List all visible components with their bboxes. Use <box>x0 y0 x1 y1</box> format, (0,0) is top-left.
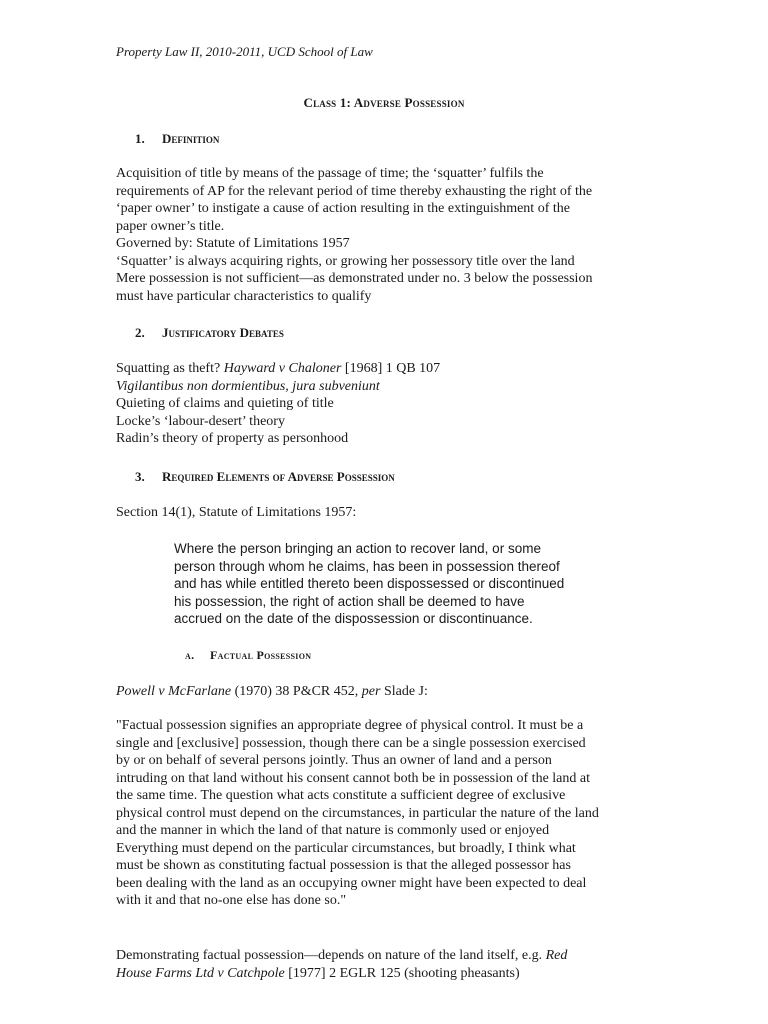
text-line: person through whom he claims, has been in possession thereof <box>174 558 560 574</box>
text-line <box>116 965 656 983</box>
case-name: Red <box>545 948 568 963</box>
text-line: been dealing with the land as an occupying owner might have been expected to deal <box>116 875 587 891</box>
subsection-title: Factual Possession <box>210 648 312 662</box>
text-line: Radin’s theory of property as personhood <box>116 431 349 446</box>
text-line: must have particular characteristics to qualify <box>116 288 372 304</box>
text-line: single and [exclusive] possession, though there can be a single possession exercised <box>116 735 586 751</box>
demonstrating-paragraph <box>116 947 656 982</box>
subsection-heading-factual-possession <box>185 648 311 663</box>
section-number: 2. <box>135 325 145 340</box>
text-line: and the manner in which the land of that nature is commonly used or enjoyed <box>116 823 550 838</box>
case-name: House Farms Ltd v Catchpole <box>116 965 285 981</box>
text-line: with it and that no-one else has done so." <box>116 893 347 908</box>
section-heading-required-elements <box>135 469 395 485</box>
text-line: must be shown as constituting factual possession is that the alleged possessor has <box>116 858 571 873</box>
text-line: ‘paper owner’ to instigate a cause of action resulting in the extinguishment of the <box>116 201 570 216</box>
judge-name: Slade J: <box>380 684 428 699</box>
text-line: Acquisition of title by means of the passage of time; the ‘squatter’ fulfils the <box>116 166 544 181</box>
text-line: Quieting of claims and quieting of title <box>116 396 334 411</box>
text-line: requirements of AP for the relevant period of time thereby exhausting the right of the <box>116 183 593 199</box>
text-line <box>116 947 656 965</box>
text-line <box>116 683 656 701</box>
section-heading-definition <box>135 131 219 147</box>
text-line: paper owner’s title. <box>116 218 225 234</box>
justificatory-list <box>116 360 656 448</box>
case-citation-line <box>116 683 656 701</box>
text-line: Where the person bringing an action to recover land, or some <box>174 541 541 556</box>
running-header: Property Law II, 2010-2011, UCD School of Law <box>116 44 373 59</box>
text-line <box>116 360 656 378</box>
latin-maxim: Vigilantibus non dormientibus, jura subveniunt <box>116 378 380 394</box>
subsection-number: a. <box>185 648 195 662</box>
text-line: and has while entitled thereto been dispossessed or discontinued <box>174 576 565 591</box>
section-number: 1. <box>135 131 145 146</box>
section-number: 3. <box>135 469 145 484</box>
statute-quote <box>174 540 594 628</box>
text-line: "Factual possession signifies an appropriate degree of physical control. It must be a <box>116 718 584 733</box>
text-line: ‘Squatter’ is always acquiring rights, or growing her possessory title over the land <box>116 253 575 269</box>
text-line: the same time. The question what acts constitute a sufficient degree of exclusive <box>116 788 566 803</box>
section-title: Definition <box>162 131 220 146</box>
text-line: Governed by: Statute of Limitations 1957 <box>116 236 350 251</box>
citation: [1977] 2 EGLR 125 (shooting pheasants) <box>284 965 520 981</box>
statute-intro: Section 14(1), Statute of Limitations 1957: <box>116 505 357 520</box>
section-heading-justificatory <box>135 325 284 341</box>
case-name: Powell v McFarlane <box>116 684 232 699</box>
text-line: Locke’s ‘labour-desert’ theory <box>116 413 285 429</box>
citation: [1968] 1 QB 107 <box>341 361 441 376</box>
text-line: intruding on that land without his consent cannot both be in possession of the land at <box>116 770 590 786</box>
definition-paragraph <box>116 165 656 305</box>
text-line: Mere possession is not sufficient—as demonstrated under no. 3 below the possession <box>116 271 593 286</box>
case-name: Hayward v Chaloner <box>223 361 342 376</box>
text-span: Demonstrating factual possession—depends on nature of the land itself, e.g. <box>116 948 546 963</box>
text-line: accrued on the date of the dispossession or discontinuance. <box>174 611 533 626</box>
citation: (1970) 38 P&CR 452, <box>231 684 362 699</box>
judgment-quote <box>116 717 656 910</box>
text-line: physical control must depend on the circumstances, in particular the nature of the land <box>116 805 599 821</box>
text-line: his possession, the right of action shall be deemed to have <box>174 593 525 609</box>
text-line: by or on behalf of several persons jointly. Thus an owner of land and a person <box>116 753 552 768</box>
page-title: Class 1: Adverse Possession <box>303 95 465 110</box>
section-title: Required Elements of Adverse Possession <box>162 469 395 484</box>
text-line: Everything must depend on the particular circumstances, but broadly, I think what <box>116 840 576 856</box>
text-line <box>116 378 656 396</box>
text-span: Squatting as theft? <box>116 361 224 376</box>
section-title: Justificatory Debates <box>162 325 284 340</box>
per-word: per <box>361 684 381 699</box>
